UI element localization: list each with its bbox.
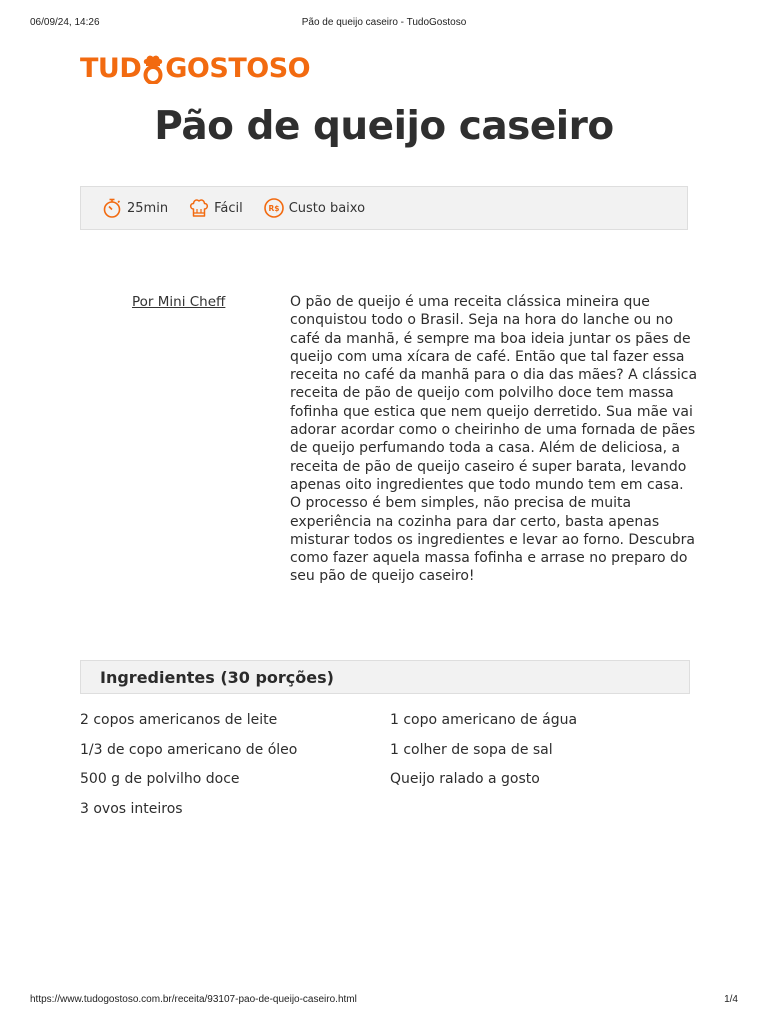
- recipe-time-label: 25min: [127, 200, 169, 216]
- ingredients-list-left: [80, 711, 297, 829]
- site-logo[interactable]: [80, 50, 310, 84]
- recipe-difficulty: [188, 197, 243, 219]
- print-footer: [0, 994, 768, 1008]
- chef-hat-logo-icon: [142, 54, 164, 84]
- chef-hat-icon: [188, 197, 210, 219]
- recipe-difficulty-label: Fácil: [214, 200, 243, 216]
- ingredient-item: 1 copo americano de água: [390, 712, 578, 728]
- ingredient-item: 3 ovos inteiros: [80, 800, 183, 817]
- logo-text-part2: GOSTOSO: [165, 53, 311, 84]
- logo-text-part1: TUD: [80, 53, 142, 84]
- ingredient-item: Queijo ralado a gosto: [390, 771, 540, 787]
- ingredient-item: 2 copos americanos de leite: [80, 712, 278, 728]
- ingredients-list-right: [390, 711, 577, 800]
- recipe-cost-label: Custo baixo: [288, 200, 366, 216]
- print-datetime: 06/09/24, 14:26: [30, 17, 100, 28]
- ingredient-item: 1/3 de copo americano de óleo: [80, 741, 298, 758]
- ingredient-item: 500 g de polvilho doce: [80, 771, 240, 787]
- recipe-description: O pão de queijo é uma receita clássica mineira que conquistou todo o Brasil. Seja na hora do lanche ou no café da manhã, é sempre ma boa ideia juntar os pães de queijo com uma xícara de café. Então que tal fazer essa receita no café da manhã para o dia das mães? A clássica receita de pão de queijo com polvilho doce tem massa fofinha que estica que nem queijo derretido. Sua mãe vai adorar acordar como o cheirinho de uma fornada de pães de queijo perfumando toda a casa. Além de deliciosa, a receita de pão de queijo caseiro é super barata, levando apenas oito ingredientes que todo mundo tem em casa. O processo é bem simples, não precisa de muita experiência na cozinha para dar certo, basta apenas misturar todos os ingredientes e levar ao forno. Descubra como fazer aquela massa fofinha e arrase no preparo do seu pão de queijo caseiro!: [290, 294, 698, 585]
- print-header: [0, 17, 768, 31]
- print-page-number: 1/4: [724, 994, 738, 1005]
- stopwatch-icon: [101, 197, 123, 219]
- money-coin-icon: [263, 197, 285, 219]
- recipe-info-bar: [80, 186, 688, 230]
- money-coin-icon-text: R$: [268, 204, 280, 213]
- ingredients-heading: Ingredientes (30 porções): [80, 660, 690, 694]
- recipe-time: [101, 197, 168, 219]
- recipe-cost: [263, 197, 365, 219]
- ingredient-item: 1 colher de sopa de sal: [390, 741, 553, 758]
- author-link[interactable]: Por Mini Cheff: [132, 294, 226, 310]
- recipe-title: Pão de queijo caseiro: [154, 104, 614, 149]
- print-url: https://www.tudogostoso.com.br/receita/93107-pao-de-queijo-caseiro.html: [30, 994, 357, 1005]
- print-doc-title: Pão de queijo caseiro - TudoGostoso: [301, 17, 467, 28]
